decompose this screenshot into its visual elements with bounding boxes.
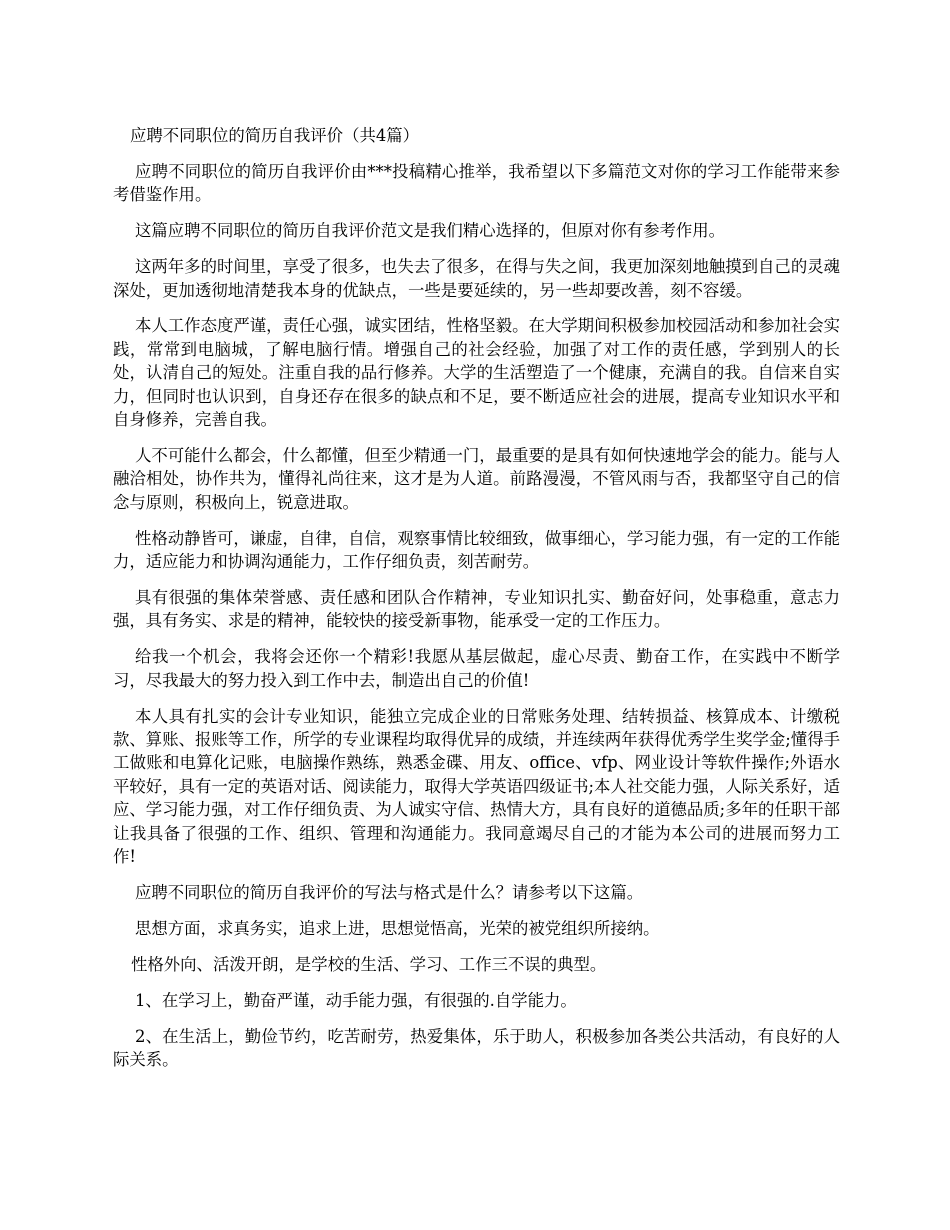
paragraph: 应聘不同职位的简历自我评价由***投稿精心推举，我希望以下多篇范文对你的学习工作能带来参考借鉴作用。 [113,161,840,205]
list-item: 1、在学习上，勤奋严谨，动手能力强，有很强的.自学能力。 [135,990,577,1010]
paragraph: 具有很强的集体荣誉感、责任感和团队合作精神，专业知识扎实、勤奋好问，处事稳重，意志力强，具有务实、求是的精神，能较快的接受新事物，能承受一定的工作压力。 [113,588,840,631]
paragraph: 这两年多的时间里，享受了很多，也失去了很多，在得与失之间，我更加深刻地触摸到自己的灵魂深处，更加透彻地清楚我本身的优缺点，一些是要延续的，另一些却要改善，刻不容缓。 [113,257,840,300]
paragraph: 本人工作态度严谨，责任心强，诚实团结，性格坚毅。在大学期间积极参加校园活动和参加社会实践，常常到电脑城，了解电脑行情。增强自己的社会经验，加强了对工作的责任感，学到别人的长处，认清自己的短处。注重自我的品行修养。大学的生活塑造了一个健康，充满自的我。自信来自实力，但同时也认识到，自身还存在很多的缺点和不足，要不断适应社会的进展，提高专业知识水平和自身修养，完善自我。 [113,316,840,430]
paragraph: 应聘不同职位的简历自我评价的写法与格式是什么？请参考以下这篇。 [135,882,644,902]
document-body [113,124,840,1084]
paragraph: 本人具有扎实的会计专业知识，能独立完成企业的日常账务处理、结转损益、核算成本、计缴税款、算账、报账等工作，所学的专业课程均取得优异的成绩，并连续两年获得优秀学生奖学金;懂得手工做账和电算化记账，电脑操作熟练，熟悉金碟、用友、office、vfp、网业设计等软件操作;外语水平较好，具有一定的英语对话、阅读能力，取得大学英语四级证书;本人社交能力强，人际关系好，适应、学习能力强，对工作仔细负责、为人诚实守信、热情大方，具有良好的道德品质;多年的任职干部让我具备了很强的工作、组织、管理和沟通能力。我同意竭尽自己的才能为本公司的进展而努力工作! [113,706,840,867]
paragraph: 性格外向、活泼开朗，是学校的生活、学习、工作三不误的典型。 [131,954,607,974]
paragraph: 给我一个机会，我将会还你一个精彩!我愿从基层做起，虚心尽责、勤奋工作，在实践中不断学习，尽我最大的努力投入到工作中去，制造出自己的价值! [113,647,840,690]
paragraph: 人不可能什么都会，什么都懂，但至少精通一门，最重要的是具有如何快速地学会的能力。能与人融洽相处，协作共为，懂得礼尚往来，这才是为人道。前路漫漫，不管风雨与否，我都坚守自己的信念与原则，积极向上，锐意进取。 [113,445,840,512]
paragraph: 这篇应聘不同职位的简历自我评价范文是我们精心选择的，但原对你有参考作用。 [135,221,726,241]
document-title: 应聘不同职位的简历自我评价（共4篇） [130,126,420,145]
paragraph: 思想方面，求真务实，追求上进，思想觉悟高，光荣的被党组织所接纳。 [135,918,660,938]
paragraph: 性格动静皆可，谦虚，自律，自信，观察事情比较细致，做事细心，学习能力强，有一定的工作能力，适应能力和协调沟通能力，工作仔细负责，刻苦耐劳。 [113,528,840,572]
list-item: 2、在生活上，勤俭节约，吃苦耐劳，热爱集体，乐于助人，积极参加各类公共活动，有良好的人际关系。 [113,1026,840,1069]
